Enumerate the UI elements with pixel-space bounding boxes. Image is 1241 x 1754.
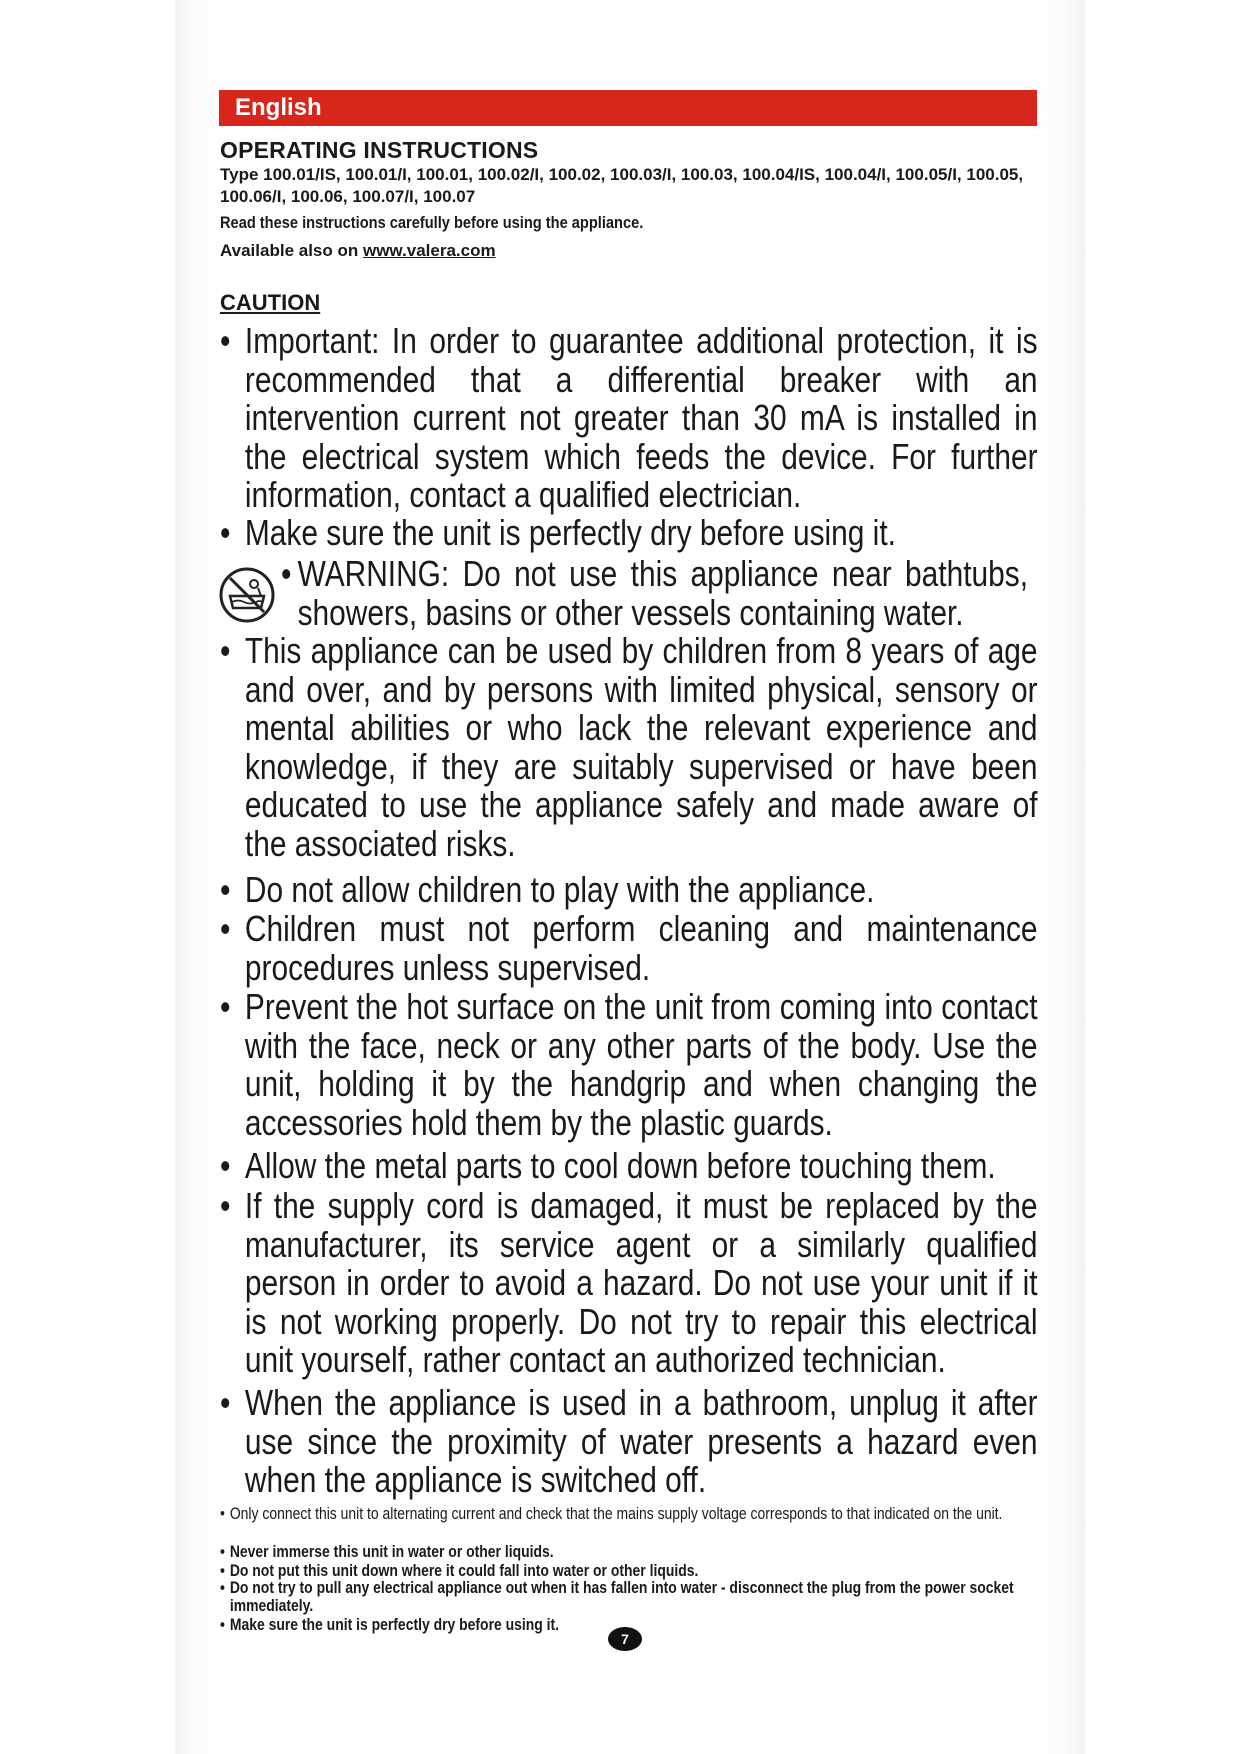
read-instructions-note: Read these instructions carefully before using the appliance. — [220, 213, 644, 232]
bullet: • — [220, 1504, 225, 1523]
caution-heading: CAUTION — [220, 290, 321, 315]
bullet: • — [220, 1145, 231, 1186]
bullet: • — [220, 1185, 231, 1226]
bullet: • — [220, 908, 231, 949]
caution-item: • If the supply cord is damaged, it must be replaced by the manufacturer, its service agent or a similarly qualified person in order to avoid a hazard. Do not use your unit if it is not working properly. Do not try to repair this electrical unit yourself, rather contact an authorized technician. — [220, 1185, 1038, 1380]
small-note: • Do not try to pull any electrical appliance out when it has fallen into water - disconnect the plug from the power socket immediately. — [220, 1578, 1014, 1615]
language-header-bar: English — [219, 90, 1037, 126]
caution-item: • Prevent the hot surface on the unit from coming into contact with the face, neck or any other parts of the body. Use the unit, holding it by the handgrip and when changing the accessories hold them by the plastic guards. — [220, 986, 1038, 1143]
bullet: • — [220, 986, 231, 1027]
small-note: • Never immerse this unit in water or other liquids. — [220, 1542, 554, 1561]
bullet: • — [281, 553, 292, 594]
no-bathtub-icon — [218, 566, 276, 624]
page-number: 7 — [608, 1627, 642, 1651]
small-note: • Do not put this unit down where it could fall into water or other liquids. — [220, 1561, 699, 1580]
bullet: • — [220, 630, 231, 671]
model-types: Type 100.01/IS, 100.01/I, 100.01, 100.02/I, 100.02, 100.03/I, 100.03, 100.04/IS, 100.04/I, 100.05/I, 100.05, 100.06/I, 100.06, 100.07/I, 100.07 — [220, 165, 1024, 206]
caution-item: • Important: In order to guarantee additional protection, it is recommended that a differential breaker with an intervention current not greater than 30 mA is installed in the electrical system which feeds the device. For further information, contact a qualified electrician. — [220, 320, 1038, 515]
caution-item: • This appliance can be used by children from 8 years of age and over, and by persons with limited physical, sensory or mental abilities or who lack the relevant experience and knowledge, if they are suitably supervised or have been educated to use the appliance safely and made aware of the associated risks. — [220, 630, 1038, 864]
availability-note — [220, 241, 496, 261]
caution-item: • Do not allow children to play with the appliance. — [220, 869, 875, 910]
small-note: • Only connect this unit to alternating current and check that the mains supply voltage corresponds to that indicated on the unit. — [220, 1504, 1003, 1523]
bullet: • — [220, 1542, 225, 1561]
caution-item: • Children must not perform cleaning and maintenance procedures unless supervised. — [220, 908, 1038, 988]
availability-prefix: Available also on — [220, 241, 359, 260]
page-title: OPERATING INSTRUCTIONS — [220, 137, 539, 163]
bullet: • — [220, 320, 231, 361]
caution-warning-item: • WARNING: Do not use this appliance near bathtubs, showers, basins or other vessels containing water. — [281, 553, 1029, 633]
caution-item: • Allow the metal parts to cool down before touching them. — [220, 1145, 996, 1186]
website-link[interactable]: www.valera.com — [362, 241, 496, 260]
caution-item: • Make sure the unit is perfectly dry before using it. — [220, 512, 896, 553]
bullet: • — [220, 512, 231, 553]
bullet: • — [220, 1615, 225, 1634]
bullet: • — [220, 1578, 225, 1597]
bullet: • — [220, 869, 231, 910]
small-note: • Make sure the unit is perfectly dry before using it. — [220, 1615, 560, 1634]
caution-item: • When the appliance is used in a bathroom, unplug it after use since the proximity of water presents a hazard even when the appliance is switched off. — [220, 1382, 1038, 1500]
bullet: • — [220, 1382, 231, 1423]
bullet: • — [220, 1561, 225, 1580]
